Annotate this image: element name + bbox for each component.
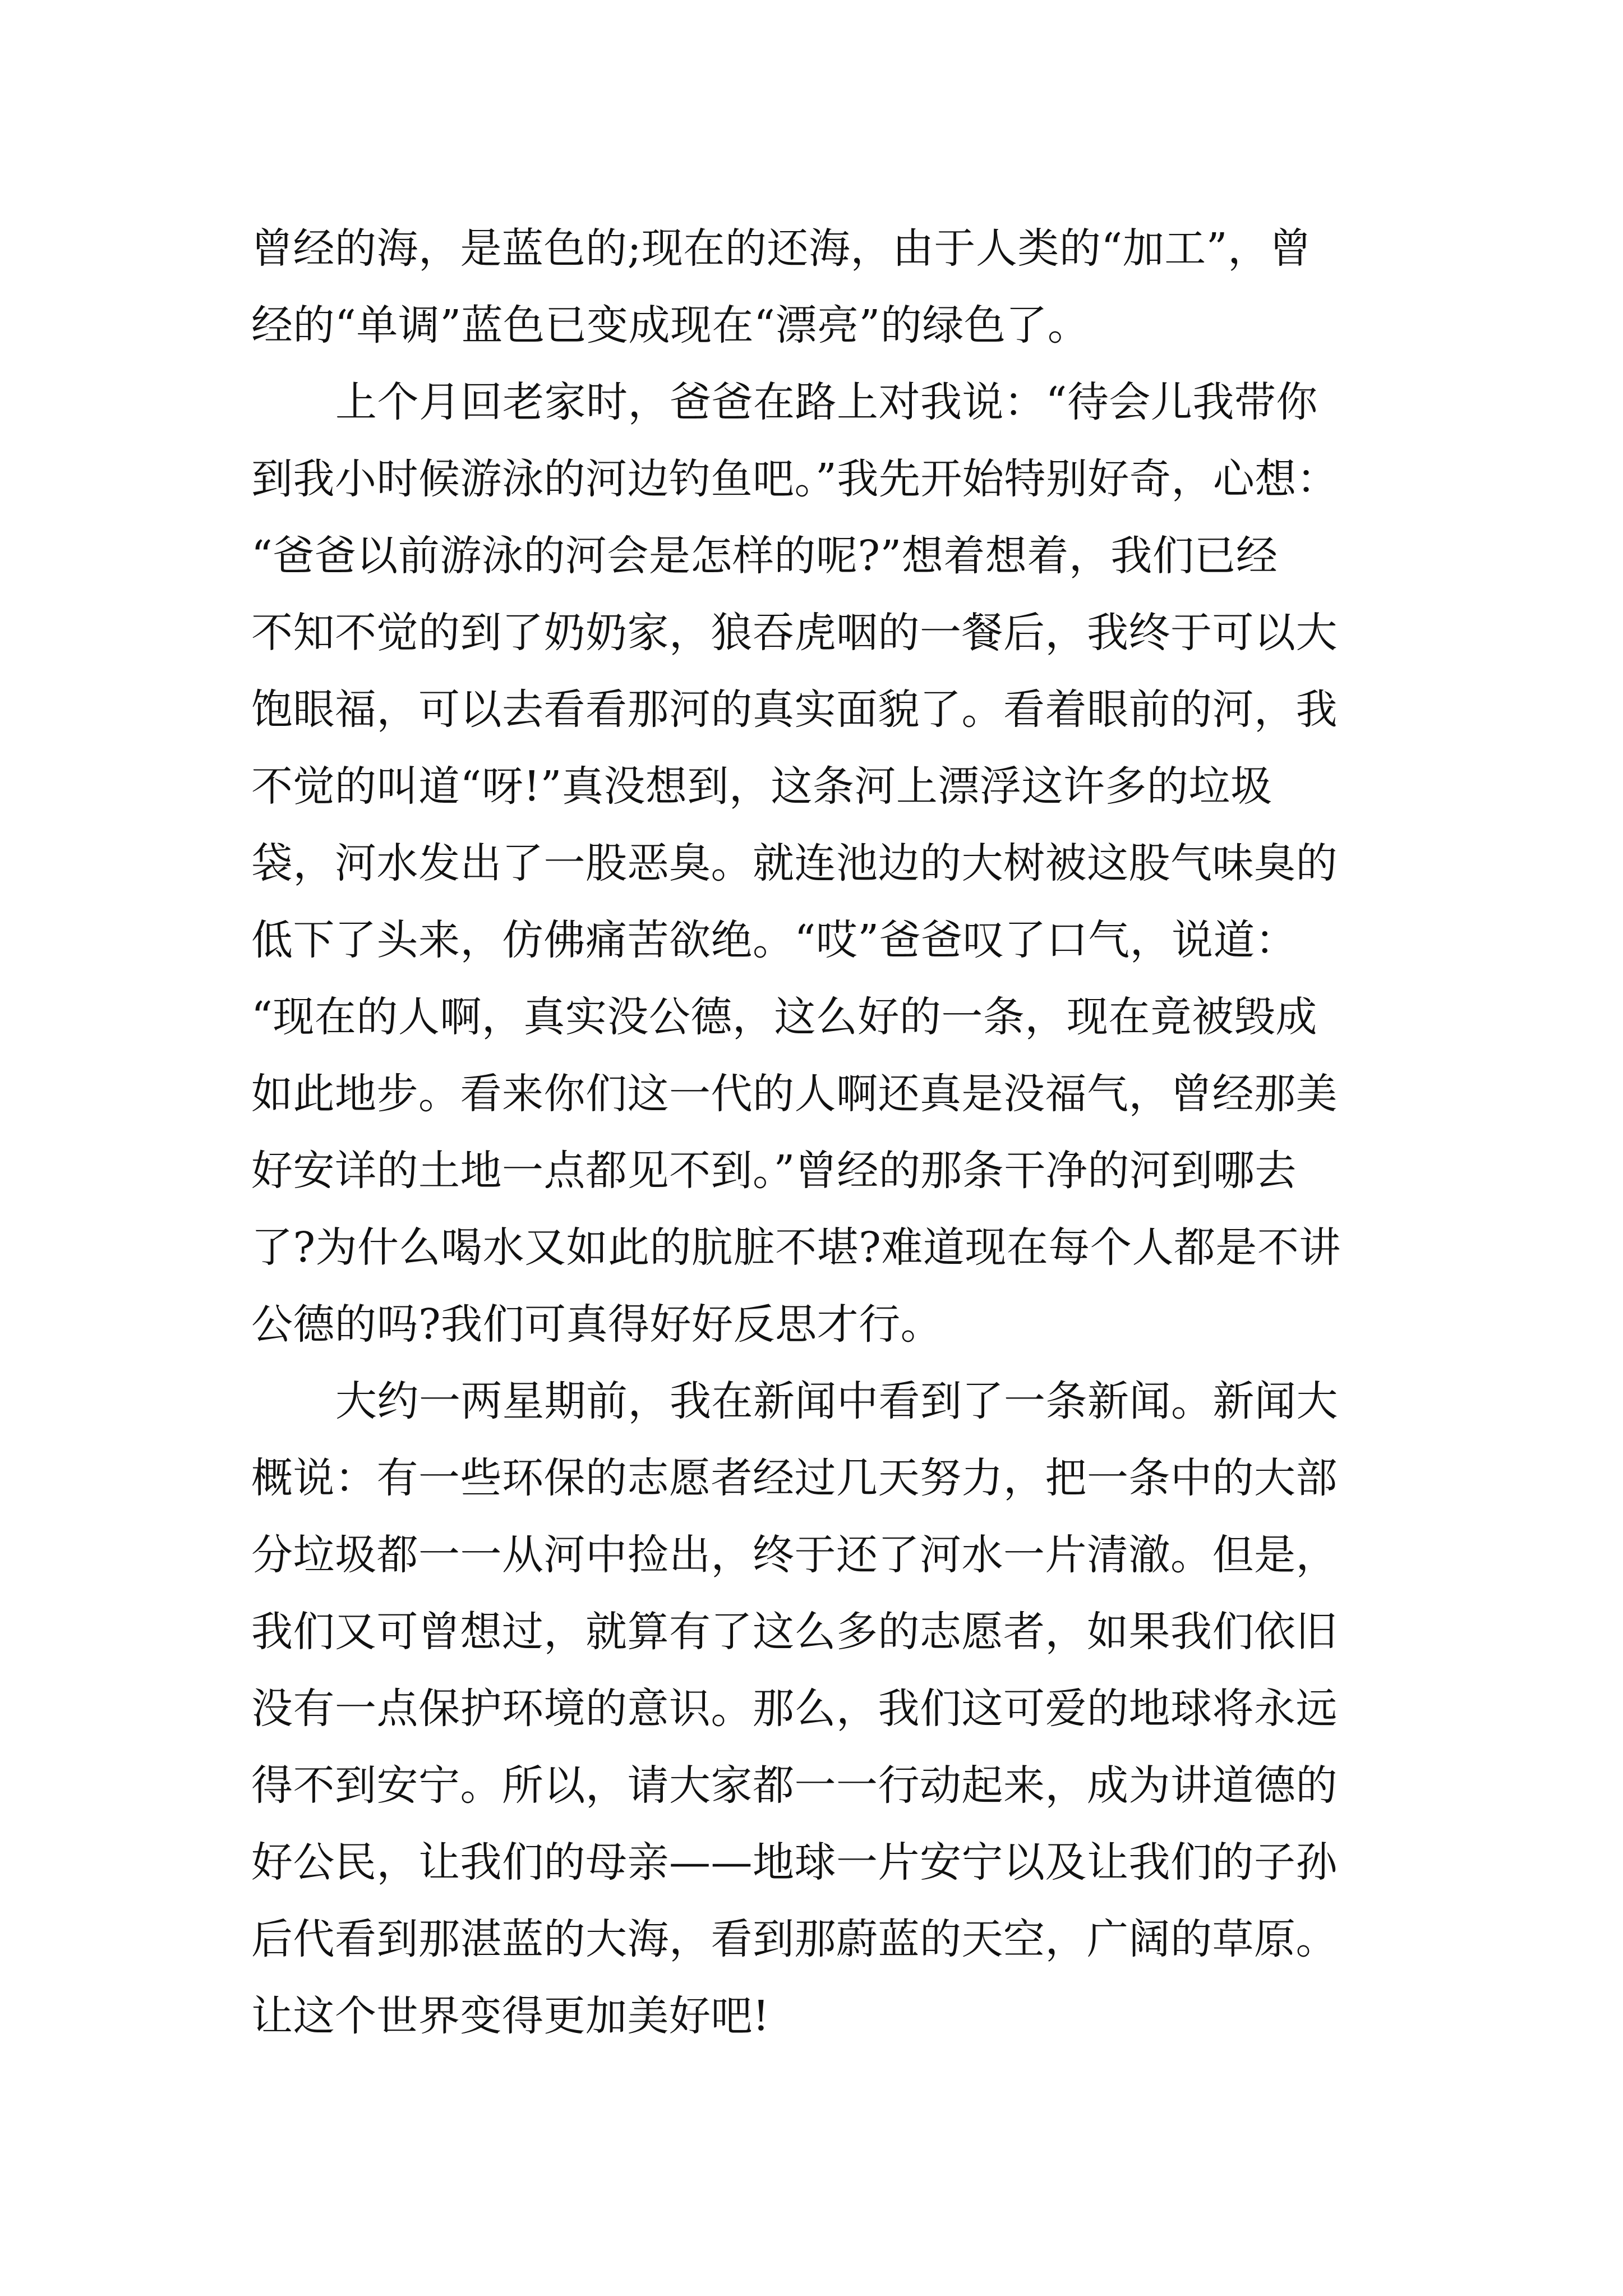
text-line: 没有一点保护环境的意识。那么，我们这可爱的地球将永远 (251, 1685, 1338, 1733)
text-line: 了?为什么喝水又如此的肮脏不堪?难道现在每个人都是不讲 (251, 1223, 1341, 1272)
text-line: 好公民，让我们的母亲——地球一片安宁以及让我们的子孙 (251, 1838, 1338, 1887)
text-line: 经的“单调”蓝色已变成现在“漂亮”的绿色了。 (251, 301, 1090, 349)
paragraph-start-line: 大约一两星期前，我在新闻中看到了一条新闻。新闻大 (335, 1377, 1338, 1425)
text-line: 概说：有一些环保的志愿者经过几天努力，把一条中的大部 (251, 1454, 1338, 1502)
text-line: 好安详的土地一点都见不到。”曾经的那条干净的河到哪去 (251, 1147, 1297, 1195)
text-line: 曾经的海，是蓝色的;现在的还海，由于人类的“加工”，曾 (251, 224, 1312, 273)
text-line: “现在的人啊，真实没公德，这么好的一条，现在竟被毁成 (251, 993, 1317, 1041)
text-line: 如此地步。看来你们这一代的人啊还真是没福气，曾经那美 (251, 1070, 1338, 1118)
document-body (251, 210, 1407, 2055)
text-line: 饱眼福，可以去看看那河的真实面貌了。看着眼前的河，我 (251, 685, 1338, 734)
paragraph-start-line: 上个月回老家时，爸爸在路上对我说：“待会儿我带你 (335, 378, 1318, 426)
text-line: 到我小时候游泳的河边钓鱼吧。”我先开始特别好奇，心想： (251, 455, 1339, 503)
text-line: 分垃圾都一一从河中捡出，终于还了河水一片清澈。但是， (251, 1531, 1338, 1579)
text-line: 低下了头来，仿佛痛苦欲绝。“哎”爸爸叹了口气，说道： (251, 916, 1297, 964)
text-line: 我们又可曾想过，就算有了这么多的志愿者，如果我们依旧 (251, 1608, 1338, 1656)
text-line: 后代看到那湛蓝的大海，看到那蔚蓝的天空，广阔的草原。 (251, 1915, 1338, 1963)
text-line: 袋，河水发出了一股恶臭。就连池边的大树被这股气味臭的 (251, 839, 1338, 887)
text-line: 公德的吗?我们可真得好好反思才行。 (251, 1300, 943, 1349)
text-line: 不知不觉的到了奶奶家，狼吞虎咽的一餐后，我终于可以大 (251, 609, 1338, 657)
text-line: 得不到安宁。所以，请大家都一一行动起来，成为讲道德的 (251, 1761, 1338, 1810)
text-line: “爸爸以前游泳的河会是怎样的呢?”想着想着，我们已经 (251, 532, 1278, 580)
text-line: 让这个世界变得更加美好吧! (251, 1992, 770, 2040)
text-line: 不觉的叫道“呀!”真没想到，这条河上漂浮这许多的垃圾 (251, 762, 1272, 811)
